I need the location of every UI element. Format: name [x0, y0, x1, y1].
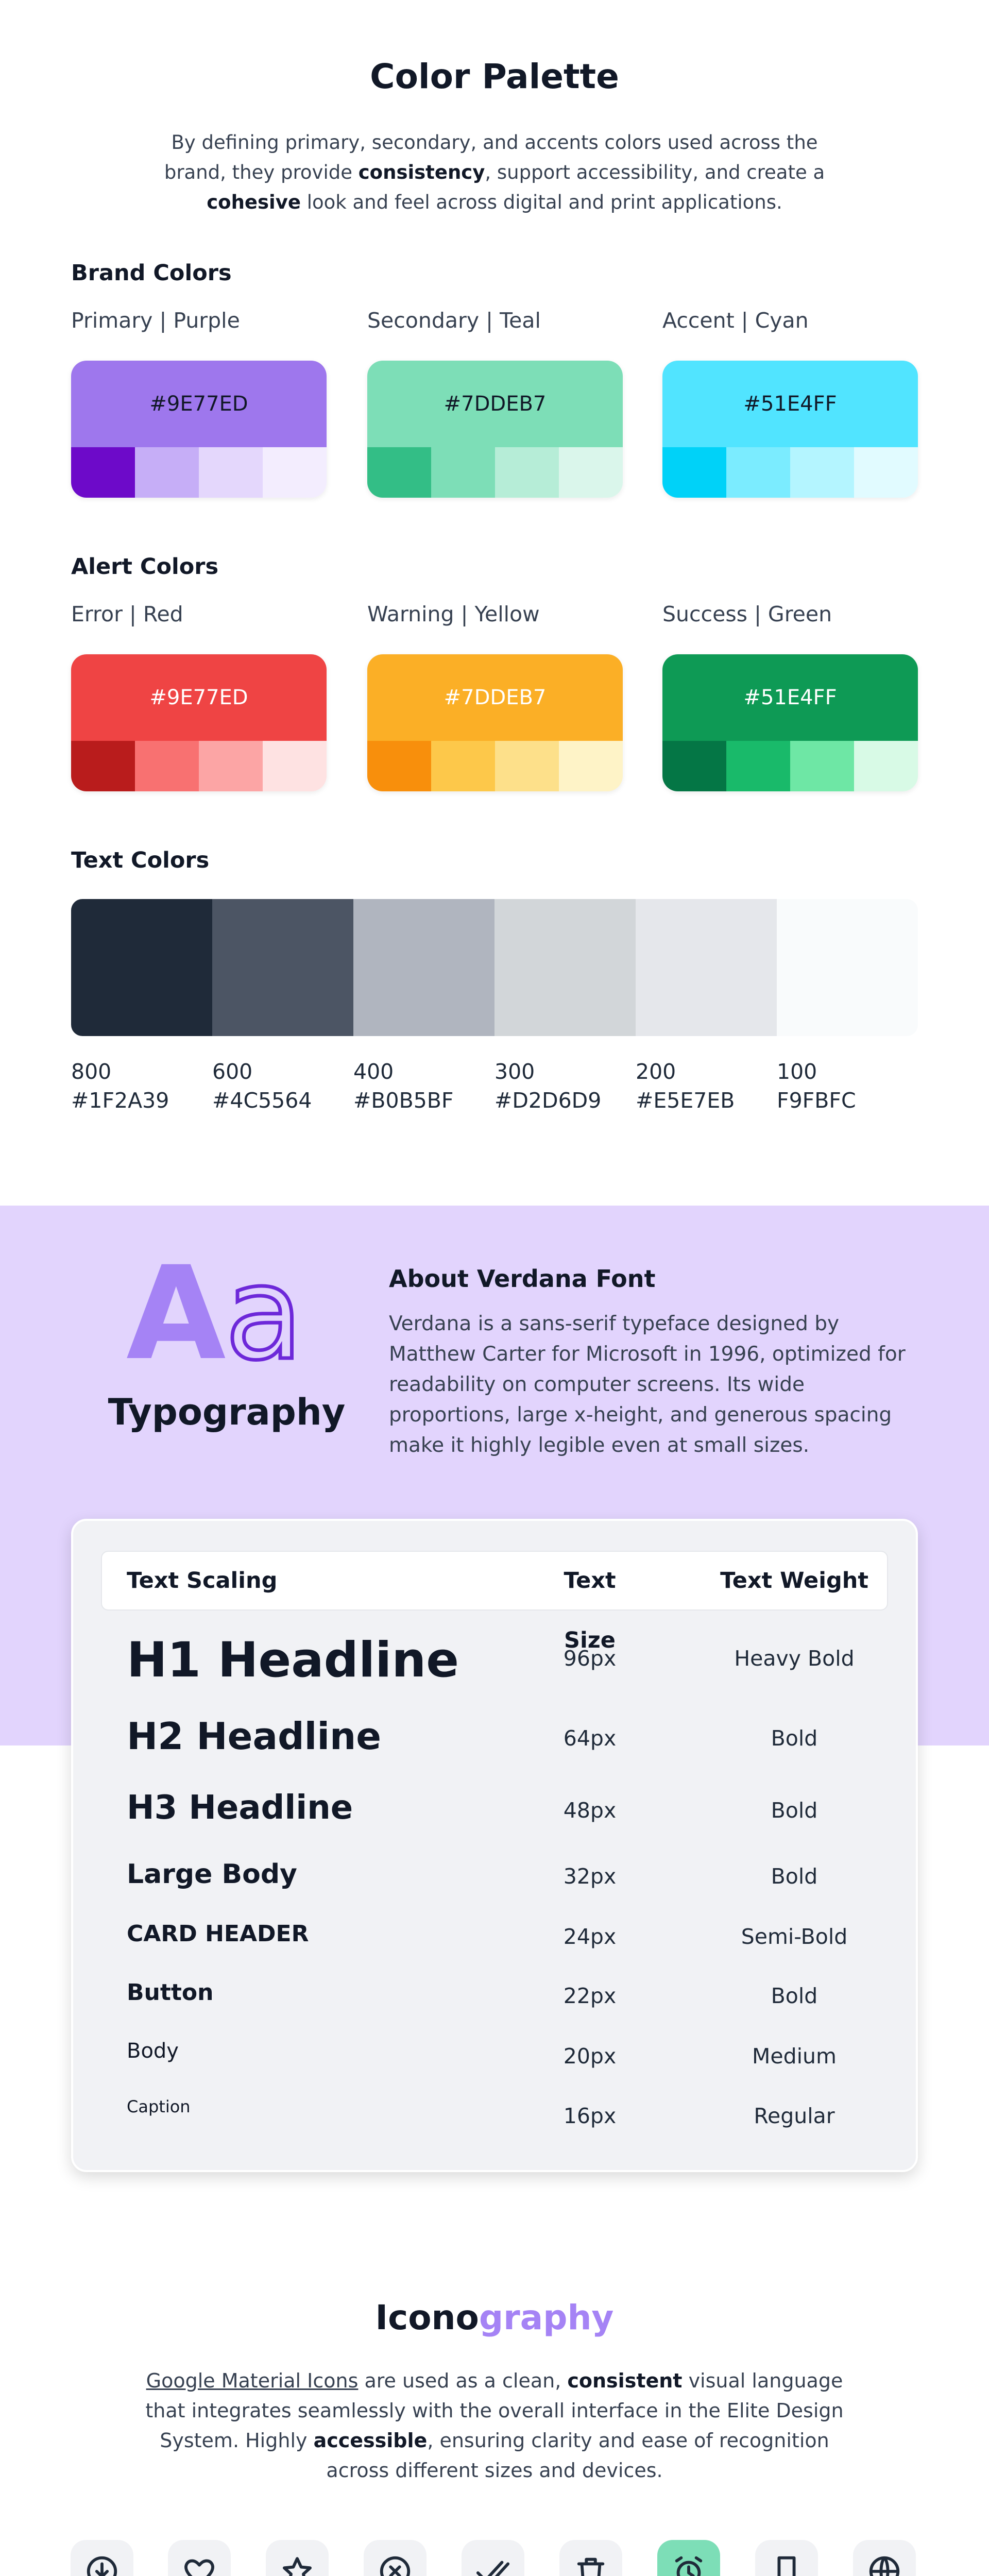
text-color-code: [494, 1057, 636, 1115]
swatch-hex: #7DDEB7: [367, 654, 623, 741]
text-color-chip: [212, 899, 353, 1036]
text-color-hex: #D2D6D9: [494, 1088, 602, 1113]
globe-tile[interactable]: [853, 2540, 916, 2576]
typography-sample-lowercase: a: [225, 1239, 304, 1388]
scale-size: 32px: [563, 1864, 617, 1889]
shade-chip: [559, 741, 623, 791]
done-all-tile[interactable]: [462, 2540, 524, 2576]
globe-icon: [866, 2553, 902, 2576]
text-colors-heading: Text Colors: [71, 848, 210, 873]
scale-weight: Bold: [771, 1798, 818, 1823]
scale-size: 22px: [563, 1984, 617, 2008]
alert-swatch-label: Warning | Yellow: [367, 602, 540, 626]
scale-size: 16px: [563, 2104, 617, 2128]
shade-chip: [726, 741, 790, 791]
scale-weight: Medium: [752, 2044, 837, 2069]
cancel-circle-icon: [377, 2553, 413, 2576]
typography-title: Typography: [108, 1391, 346, 1433]
text-color-chip: [777, 899, 918, 1036]
text-color-hex: #4C5564: [212, 1088, 312, 1113]
alert-swatch-label: Success | Green: [662, 602, 832, 626]
swatch-shades: [662, 741, 918, 791]
swatch-shades: [367, 741, 623, 791]
shade-chip: [431, 741, 495, 791]
brand-swatch-card: [662, 361, 918, 498]
scale-weight: Bold: [771, 1984, 818, 2008]
text-color-code: [212, 1057, 353, 1115]
about-font-title: About Verdana Font: [389, 1265, 656, 1293]
shade-chip: [367, 447, 431, 498]
scale-size: 20px: [563, 2044, 617, 2069]
text-color-weight: 200: [636, 1059, 676, 1084]
scale-name: Large Body: [127, 1859, 297, 1890]
shade-chip: [367, 741, 431, 791]
scale-size: 64px: [563, 1726, 617, 1751]
text-color-code: [353, 1057, 494, 1115]
shade-chip: [199, 447, 263, 498]
text-color-hex: #E5E7EB: [636, 1088, 735, 1113]
alert-swatch-card: [367, 654, 623, 791]
text-scaling-panel: [71, 1519, 918, 2172]
text-color-chip: [494, 899, 636, 1036]
shade-chip: [662, 741, 726, 791]
shade-chip: [662, 447, 726, 498]
iconography-intro: Google Material Icons are used as a clean, consistent visual language that integrates seamlessly with the overall interface in the Elite Design System. Highly accessible, ensuring clarity and ease of recognition across different sizes and devices.: [145, 2369, 844, 2482]
scale-name: H3 Headline: [127, 1789, 353, 1827]
scale-size: 48px: [563, 1798, 617, 1823]
trash-icon: [573, 2553, 609, 2576]
shade-chip: [263, 447, 327, 498]
swatch-hex: #9E77ED: [71, 654, 327, 741]
shade-chip: [71, 741, 135, 791]
text-color-hex: #1F2A39: [71, 1088, 169, 1113]
text-color-scale: [71, 899, 918, 1036]
shade-chip: [199, 741, 263, 791]
brand-swatch-label: Primary | Purple: [71, 308, 240, 333]
shade-chip: [854, 741, 918, 791]
color-palette-title: Color Palette: [370, 57, 619, 96]
text-color-code: [636, 1057, 777, 1115]
text-color-weight: 100: [777, 1059, 817, 1084]
header-text-size: Text Size: [564, 1568, 616, 1653]
download-circle-icon: [84, 2553, 120, 2576]
color-palette-intro: By defining primary, secondary, and accents colors used across the brand, they provide consistency, support accessibility, and create a cohesive look and feel across digital and print applications.: [164, 131, 825, 213]
scale-weight: Regular: [754, 2104, 835, 2128]
shade-chip: [135, 741, 199, 791]
swatch-shades: [71, 447, 327, 498]
text-color-chip: [636, 899, 777, 1036]
about-font-description: Verdana is a sans-serif typeface designed by Matthew Carter for Microsoft in 1996, optimized for readability on computer screens. Its wide proportions, large x-height, and generous spacing make it highly legible even at small sizes.: [389, 1312, 906, 1457]
brand-colors-heading: Brand Colors: [71, 260, 232, 286]
brand-swatch-card: [71, 361, 327, 498]
alert-swatch-card: [662, 654, 918, 791]
scale-weight: Heavy Bold: [734, 1646, 855, 1671]
scale-name: CARD HEADER: [127, 1921, 309, 1947]
swatch-hex: #51E4FF: [662, 361, 918, 447]
scale-name: Caption: [127, 2097, 191, 2116]
brand-swatch-label: Secondary | Teal: [367, 308, 541, 333]
text-color-chip: [353, 899, 494, 1036]
header-text-scaling: Text Scaling: [127, 1568, 278, 1594]
material-icons-link[interactable]: Google Material Icons: [146, 2369, 359, 2392]
scale-name: Button: [127, 1979, 214, 2006]
scale-name: Body: [127, 2039, 179, 2063]
star-tile[interactable]: [266, 2540, 329, 2576]
heart-tile[interactable]: [168, 2540, 231, 2576]
scale-name: H2 Headline: [127, 1715, 382, 1758]
done-all-icon: [475, 2553, 511, 2576]
shade-chip: [431, 447, 495, 498]
trash-tile[interactable]: [559, 2540, 622, 2576]
shade-chip: [135, 447, 199, 498]
download-circle-tile[interactable]: [71, 2540, 133, 2576]
shade-chip: [559, 447, 623, 498]
star-icon: [279, 2553, 315, 2576]
text-color-weight: 300: [494, 1059, 535, 1084]
swatch-hex: #9E77ED: [71, 361, 327, 447]
scale-name: H1 Headline: [127, 1632, 459, 1688]
cancel-circle-tile[interactable]: [364, 2540, 427, 2576]
alarm-tile[interactable]: [657, 2540, 720, 2576]
shade-chip: [854, 447, 918, 498]
shade-chip: [726, 447, 790, 498]
swatch-hex: #51E4FF: [662, 654, 918, 741]
shade-chip: [790, 447, 854, 498]
iconography-title: Iconography: [375, 2298, 614, 2337]
shade-chip: [790, 741, 854, 791]
alert-swatch-card: [71, 654, 327, 791]
alert-swatch-label: Error | Red: [71, 602, 183, 626]
typography-sample-uppercase: A: [126, 1239, 226, 1388]
scale-weight: Bold: [771, 1864, 818, 1889]
text-color-weight: 400: [353, 1059, 394, 1084]
swatch-hex: #7DDEB7: [367, 361, 623, 447]
scale-size: 24px: [563, 1924, 617, 1949]
scale-weight: Semi-Bold: [741, 1924, 848, 1949]
text-color-code: [777, 1057, 918, 1115]
scale-weight: Bold: [771, 1726, 818, 1751]
bookmark-icon: [769, 2553, 805, 2576]
shade-chip: [495, 447, 559, 498]
text-color-code: [71, 1057, 212, 1115]
text-color-weight: 600: [212, 1059, 253, 1084]
shade-chip: [71, 447, 135, 498]
shade-chip: [263, 741, 327, 791]
brand-swatch-label: Accent | Cyan: [662, 308, 809, 333]
scale-size: 96px: [563, 1646, 617, 1671]
heart-icon: [181, 2553, 217, 2576]
bookmark-tile[interactable]: [755, 2540, 818, 2576]
text-color-hex: #B0B5BF: [353, 1088, 454, 1113]
text-color-weight: 800: [71, 1059, 112, 1084]
brand-swatch-card: [367, 361, 623, 498]
text-color-chip: [71, 899, 212, 1036]
text-color-hex: F9FBFC: [777, 1088, 856, 1113]
alert-colors-heading: Alert Colors: [71, 554, 219, 580]
swatch-shades: [662, 447, 918, 498]
alarm-icon: [671, 2553, 707, 2576]
header-text-weight: Text Weight: [720, 1568, 868, 1594]
swatch-shades: [71, 741, 327, 791]
swatch-shades: [367, 447, 623, 498]
shade-chip: [495, 741, 559, 791]
